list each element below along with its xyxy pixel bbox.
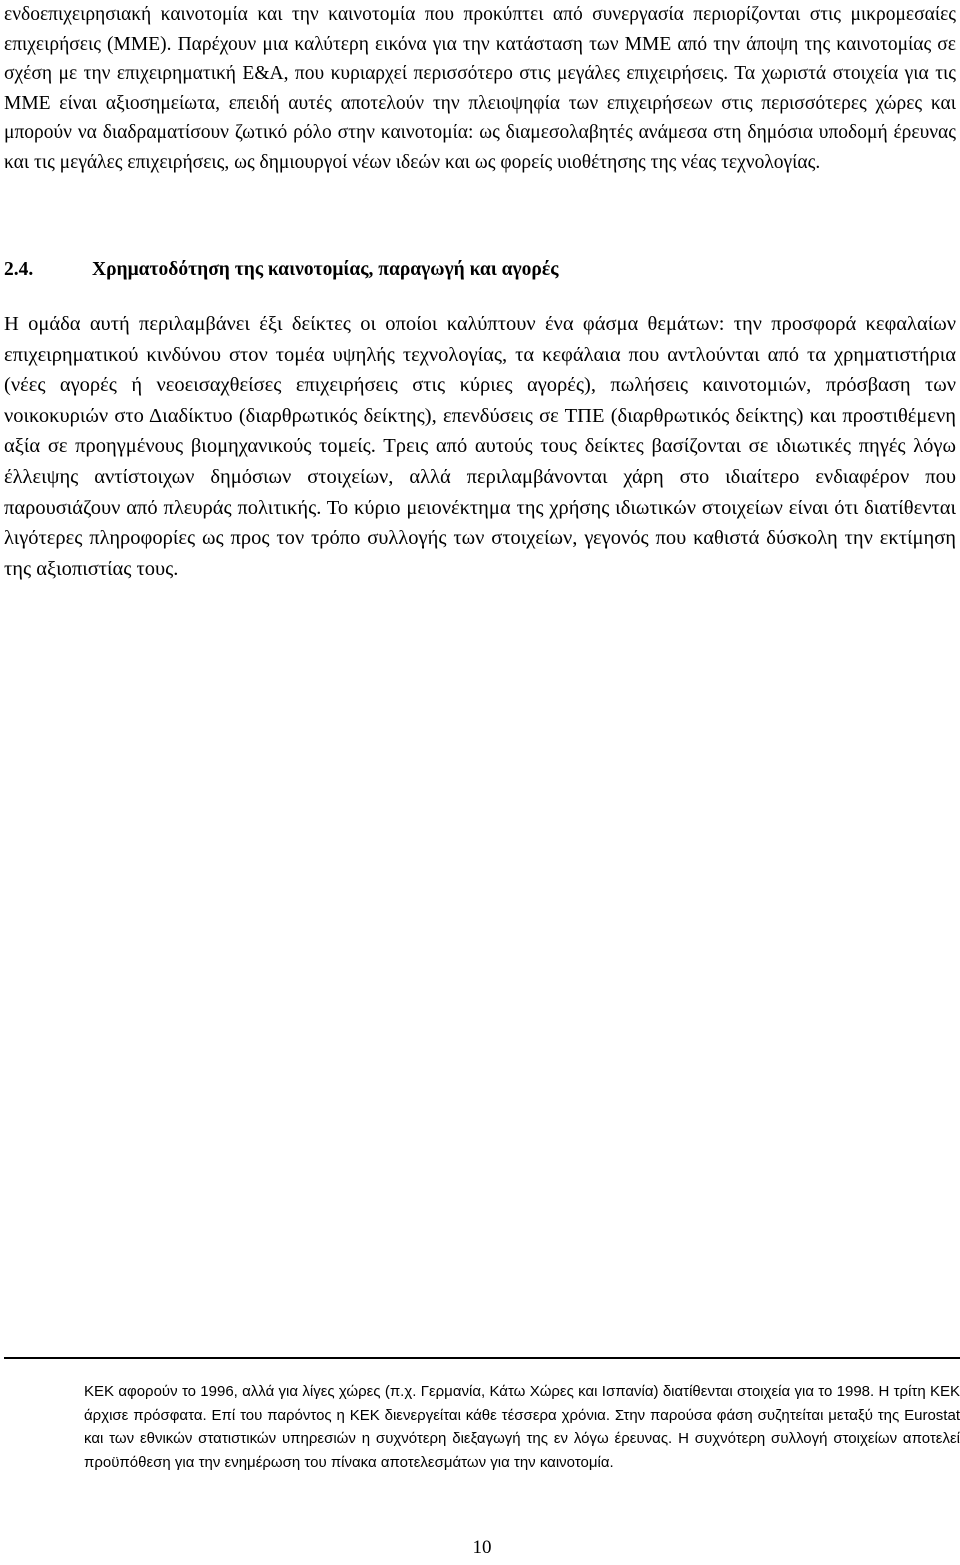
footnote-separator	[4, 1357, 960, 1359]
footnote-text: ΚΕΚ αφορούν το 1996, αλλά για λίγες χώρες (π.χ. Γερμανία, Κάτω Χώρες και Ισπανία) διατίθενται στοιχεία για το 1998. Η τρίτη ΚΕΚ άρχισε πρόσφατα. Επί του παρόντος η ΚΕΚ διενεργείται κάθε τέσσερα χρόνια. Στην παρούσα φάση συζητείται μεταξύ της Eurostat και των εθνικών στατιστικών υπηρεσιών η συχνότερη διεξαγωγή της εν λόγω έρευνας. Η συχνότερη συλλογή στοιχείων αποτελεί προϋπόθεση για την ενημέρωση του πίνακα αποτελεσμάτων για την καινοτομία.	[84, 1383, 960, 1471]
section-heading	[4, 258, 956, 282]
intro-paragraph: ενδοεπιχειρησιακή καινοτομία και την καινοτομία που προκύπτει από συνεργασία περιορίζονται στις μικρομεσαίες επιχειρήσεις (ΜΜΕ). Παρέχουν μια καλύτερη εικόνα για την κατάσταση των ΜΜΕ από την άποψη της καινοτομίας σε σχέση με την επιχειρηματική Ε&Α, που κυριαρχεί περισσότερο στις μεγάλες επιχειρήσεις. Τα χωριστά στοιχεία για τις ΜΜΕ είναι αξιοσημείωτα, επειδή αυτές αποτελούν την πλειοψηφία των επιχειρήσεων στις περισσότερες χώρες και μπορούν να διαδραματίσουν ζωτικό ρόλο στην καινοτομία: ως διαμεσολαβητές ανάμεσα στη δημόσια υποδομή έρευνας και τις μεγάλες επιχειρήσεις, ως δημιουργοί νέων ιδεών και ως φορείς υιοθέτησης της νέας τεχνολογίας.	[4, 4, 956, 173]
document-page	[4, 0, 960, 1565]
section-paragraph: Η ομάδα αυτή περιλαμβάνει έξι δείκτες οι οποίοι καλύπτουν ένα φάσμα θεμάτων: την προσφορά κεφαλαίων επιχειρηματικού κινδύνου στον τομέα υψηλής τεχνολογίας, τα κεφάλαια που αντλούνται από τα χρηματιστήρια (νέες αγορές ή νεοεισαχθείσες επιχειρήσεις στις κύριες αγορές), πωλήσεις καινοτομιών, πρόσβαση των νοικοκυριών στο Διαδίκτυο (διαρθρωτικός δείκτης), επενδύσεις σε ΤΠΕ (διαρθρωτικός δείκτης) και προστιθέμενη αξία σε προηγμένους βιομηχανικούς τομείς. Τρεις από αυτούς τους δείκτες βασίζονται σε ιδιωτικές πηγές λόγω έλλειψης αντίστοιχων δημόσιων στοιχείων, αλλά περιλαμβάνονται χάρη στο ιδιαίτερο ενδιαφέρον που παρουσιάζουν από πλευράς πολιτικής. Το κύριο μειονέκτημα της χρήσης ιδιωτικών στοιχείων είναι ότι διατίθενται λιγότερες πληροφορίες ως προς τον τρόπο συλλογής των στοιχείων, γεγονός που καθιστά δύσκολη την εκτίμηση της αξιοπιστίας τους.	[4, 313, 956, 580]
section-number: 2.4.	[4, 259, 34, 280]
section-title: Χρηματοδότηση της καινοτομίας, παραγωγή και αγορές	[92, 259, 559, 280]
page-number: 10	[472, 1537, 492, 1558]
